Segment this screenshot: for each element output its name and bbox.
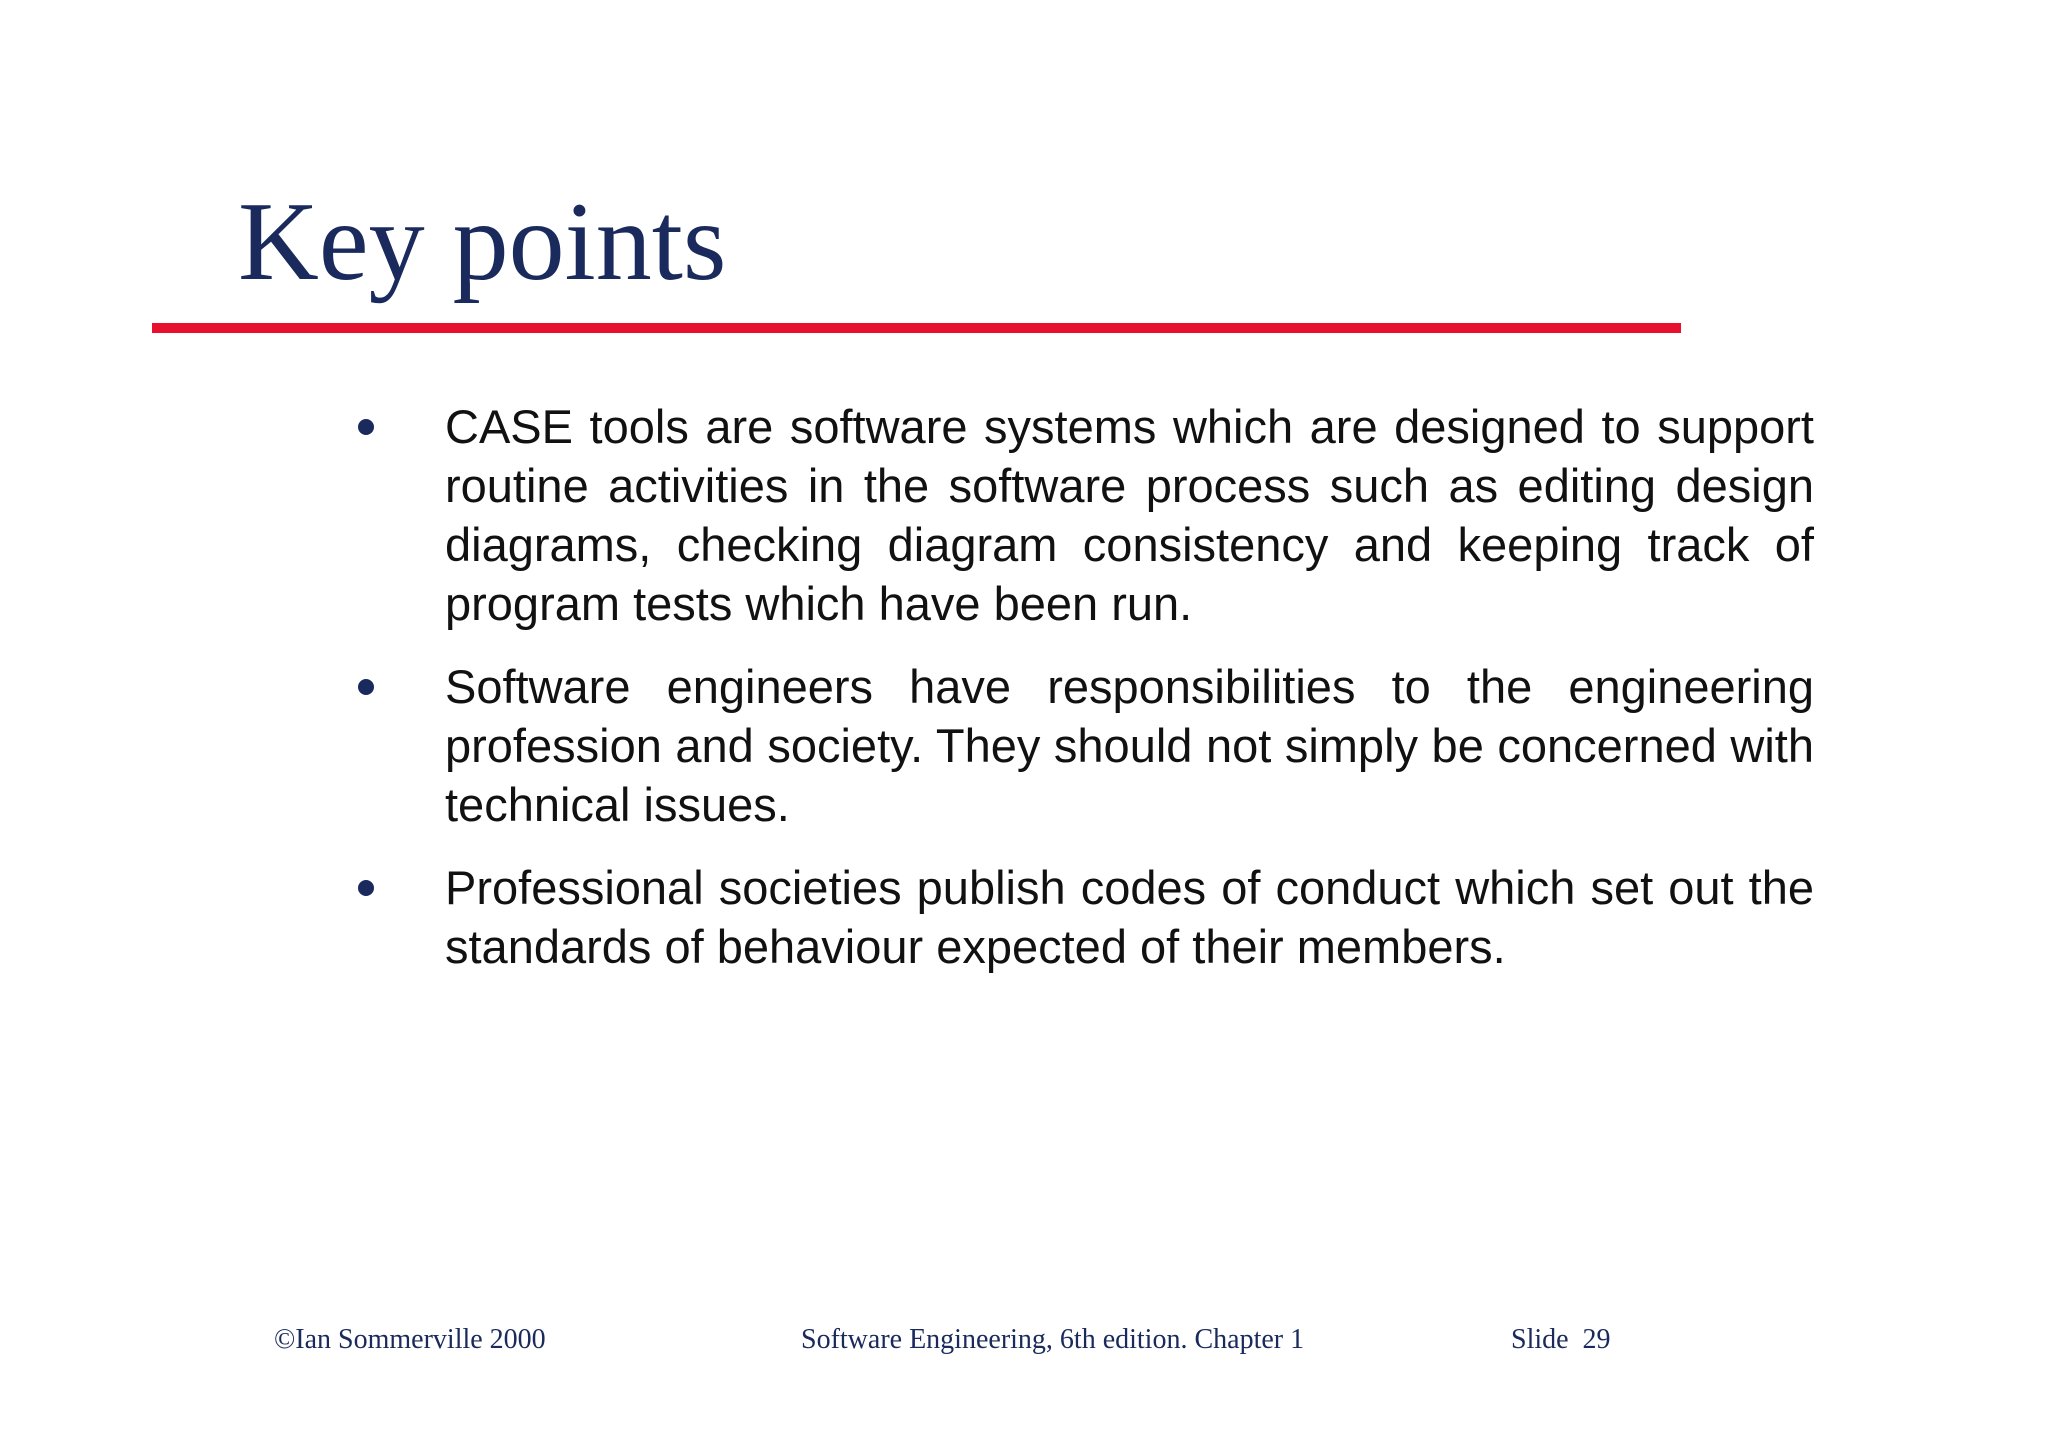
bullet-item bbox=[354, 397, 1814, 633]
bullet-icon bbox=[358, 880, 374, 896]
bullet-icon bbox=[358, 419, 374, 435]
bullet-icon bbox=[358, 679, 374, 695]
bullet-text: CASE tools are software systems which are designed to support routine activities in the software process such as editing design diagrams, checking diagram consistency and keeping track of program tests which have been run. bbox=[445, 400, 1814, 630]
bullet-item bbox=[354, 657, 1814, 834]
title-underline bbox=[152, 323, 1681, 333]
bullet-text: Software engineers have responsibilities to the engineering profession and society. They should not simply be concerned with technical issues. bbox=[445, 660, 1814, 831]
bullet-text: Professional societies publish codes of conduct which set out the standards of behaviour expected of their members. bbox=[445, 861, 1814, 973]
footer-book-title: Software Engineering, 6th edition. Chapter 1 bbox=[801, 1324, 1305, 1355]
bullet-item bbox=[354, 858, 1814, 976]
slide-title: Key points bbox=[238, 180, 727, 304]
bullet-list bbox=[354, 397, 1814, 1000]
footer-slide-number: Slide 29 bbox=[1511, 1324, 1611, 1355]
footer-copyright: ©Ian Sommerville 2000 bbox=[274, 1324, 546, 1355]
